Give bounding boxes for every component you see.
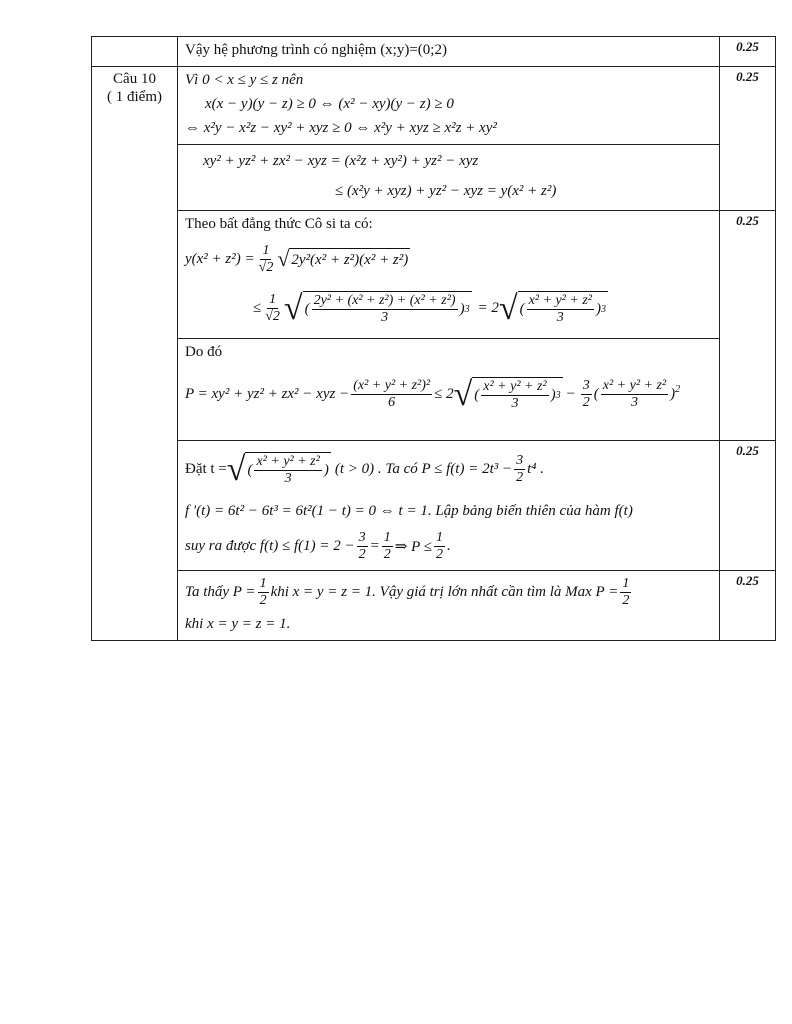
table-row bbox=[92, 571, 776, 641]
question-cell bbox=[92, 67, 178, 641]
sqrt: √ ( $\frac{\text{x² + y² + z²}}{3}$ ) bbox=[226, 450, 329, 488]
question-number: Câu 10 bbox=[113, 71, 156, 87]
table-row bbox=[92, 339, 776, 441]
math-line: Đặt t = √ ( $\frac{\text{x² + y² + z²}}{3}$ ) (t > 0) . Ta có P ≤ f(t) = 2t³ − $\frac{3}{2}$ t⁴ . bbox=[185, 450, 544, 488]
math-line: y(x² + z²) = $\frac{1}{√2}$ √ 2y²(x² + z²)(x² + z²) bbox=[185, 242, 409, 275]
math-line: x(x − y)(y − z) ≥ 0 ⇔ (x² − xy)(y − z) ≥ 0 bbox=[205, 96, 454, 112]
math-line: f '(t) = 6t² − 6t³ = 6t²(1 − t) = 0 ⇔ t = 1. Lập bảng biến thiên của hàm f(t) bbox=[185, 503, 633, 519]
math-line: ⇔ x²y − x²z − xy² + xyz ≥ 0 ⇔ x²y + xyz ≥ x²z + xy² bbox=[185, 120, 497, 136]
math-line: P = xy² + yz² + zx² − xyz − $\frac{\text{(x² + y² + z²)²}}{6}$ ≤ 2 √ ( $\frac{\text{x² + y² + z²}}{3}$ ) 3 − $\frac{3}{2}$ ( $\frac{\text{x² + y² + z²}}{3}$ )$^2$ bbox=[185, 375, 681, 413]
score-cell: 0.25 bbox=[720, 37, 776, 67]
math-line: Ta thấy P = $\frac{1}{2}$ khi x = y = z = 1. Vậy giá trị lớn nhất cần tìm là Max P = $\frac{1}{2}$ bbox=[185, 575, 630, 608]
table-row bbox=[92, 67, 776, 145]
table-row bbox=[92, 441, 776, 571]
table-row bbox=[92, 145, 776, 211]
math-line: suy ra được f(t) ≤ f(1) = 2 − $\frac{3}{2}$ = $\frac{1}{2}$ ⇒ P ≤ $\frac{1}{2}$ . bbox=[185, 529, 451, 562]
sqrt: √ ( $\frac{\text{2y² + (x² + z²) + (x² + z²)}}{3}$ ) 3 bbox=[283, 289, 470, 327]
sqrt: √ 2y²(x² + z²)(x² + z²) bbox=[277, 246, 409, 271]
solution-table bbox=[91, 36, 776, 641]
math-line: ≤ $\frac{1}{√2}$ √ ( $\frac{\text{2y² + (x² + z²) + (x² + z²)}}{3}$ ) 3 = 2 √ ( $\frac{\text{x² + y² + z²}}{3}$ ) 3 bbox=[253, 289, 606, 327]
score-cell: 0.25 bbox=[720, 67, 776, 211]
sqrt: √ ( $\frac{\text{x² + y² + z²}}{3}$ ) 3 bbox=[453, 375, 561, 413]
math-line: Vì 0 < x ≤ y ≤ z nên bbox=[185, 72, 304, 88]
table-row bbox=[92, 37, 776, 67]
conclusion-text: Vậy hệ phương trình có nghiệm (x;y)=(0;2) bbox=[185, 42, 447, 58]
sqrt: √ ( $\frac{\text{x² + y² + z²}}{3}$ ) 3 bbox=[498, 289, 606, 327]
score-cell: 0.25 bbox=[720, 211, 776, 441]
score-cell: 0.25 bbox=[720, 441, 776, 571]
math-line: xy² + yz² + zx² − xyz = (x²z + xy²) + yz² − xyz bbox=[203, 153, 479, 169]
text-line: Theo bất đẳng thức Cô si ta có: bbox=[185, 216, 373, 232]
score-cell: 0.25 bbox=[720, 571, 776, 641]
table-row bbox=[92, 211, 776, 339]
math-line: khi x = y = z = 1. bbox=[185, 616, 291, 632]
text-line: Do đó bbox=[185, 344, 223, 360]
question-points: ( 1 điểm) bbox=[107, 89, 162, 105]
math-line: ≤ (x²y + xyz) + yz² − xyz = y(x² + z²) bbox=[335, 183, 557, 199]
